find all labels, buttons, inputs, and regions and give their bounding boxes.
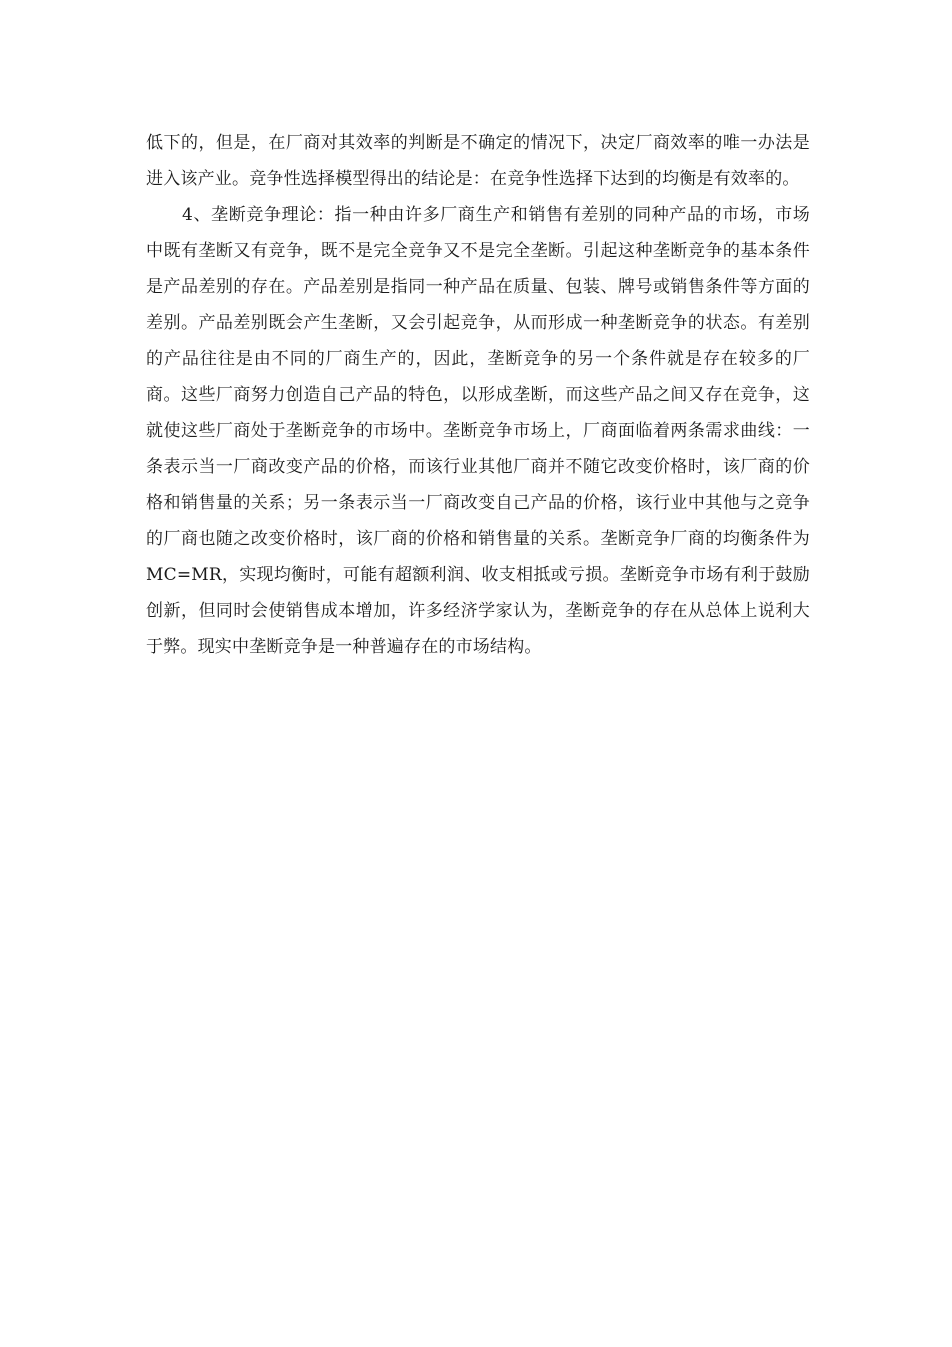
body-text xyxy=(146,125,810,665)
paragraph-continuation: 低下的，但是，在厂商对其效率的判断是不确定的情况下，决定厂商效率的唯一办法是进入该产业。竞争性选择模型得出的结论是：在竞争性选择下达到的均衡是有效率的。 xyxy=(146,133,810,189)
paragraph-monopolistic-competition: 4、垄断竞争理论：指一种由许多厂商生产和销售有差别的同种产品的市场，市场中既有垄断又有竞争，既不是完全竞争又不是完全垄断。引起这种垄断竞争的基本条件是产品差别的存在。产品差别是指同一种产品在质量、包装、牌号或销售条件等方面的差别。产品差别既会产生垄断，又会引起竞争，从而形成一种垄断竞争的状态。有差别的产品往往是由不同的厂商生产的，因此，垄断竞争的另一个条件就是存在较多的厂商。这些厂商努力创造自己产品的特色，以形成垄断，而这些产品之间又存在竞争，这就使这些厂商处于垄断竞争的市场中。垄断竞争市场上，厂商面临着两条需求曲线：一条表示当一厂商改变产品的价格，而该行业其他厂商并不随它改变价格时，该厂商的价格和销售量的关系；另一条表示当一厂商改变自己产品的价格，该行业中其他与之竞争的厂商也随之改变价格时，该厂商的价格和销售量的关系。垄断竞争厂商的均衡条件为MC=MR，实现均衡时，可能有超额利润、收支相抵或亏损。垄断竞争市场有利于鼓励创新，但同时会使销售成本增加，许多经济学家认为，垄断竞争的存在从总体上说利大于弊。现实中垄断竞争是一种普遍存在的市场结构。 xyxy=(146,205,810,657)
